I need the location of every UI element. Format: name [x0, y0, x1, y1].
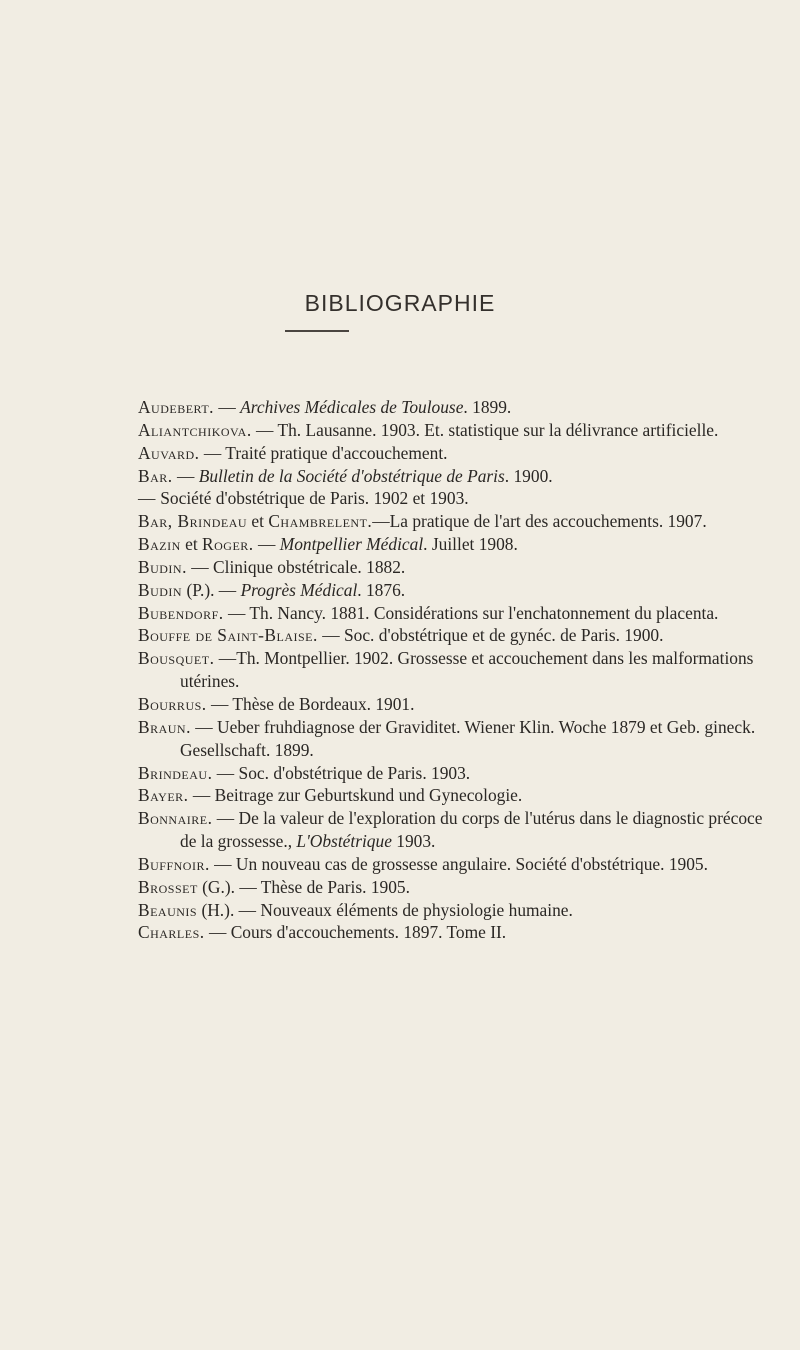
bibliography-entry [138, 556, 778, 579]
entry-work-title: Montpellier Médical [279, 534, 424, 555]
entry-work-title: Archives Médicales de Toulouse [240, 397, 464, 417]
bibliography-entry [138, 899, 778, 922]
entry-author: Bayer. [138, 785, 189, 806]
entry-author: Budin [138, 579, 183, 600]
entry-text: — Ueber fruhdiagnose der Graviditet. Wiener Klin. Woche 1879 et Geb. gineck. Gesellschaft. 1899. [180, 716, 756, 760]
entry-text: (P.). — [182, 579, 241, 600]
bibliography-entry [138, 784, 778, 807]
entry-work-title: Progrès Médical [240, 579, 358, 600]
entry-author: Bazin [138, 534, 181, 555]
entry-author: Beaunis [138, 899, 198, 920]
bibliography-entry [138, 921, 778, 944]
entry-text: . 1899. [463, 397, 512, 417]
entry-author: Aliantchikova. [138, 419, 252, 440]
entry-author: Budin. [138, 556, 187, 577]
entry-text: —Th. Montpellier. 1902. Grossesse et accouchement dans les malformations utérines. [180, 648, 754, 692]
bibliography-entry [138, 647, 778, 693]
bibliography-entry [138, 487, 778, 510]
entry-text: (H.). — Nouveaux éléments de physiologie humaine. [197, 899, 573, 920]
bibliography-entry [138, 442, 778, 465]
entry-text: — Soc. d'obstétrique de Paris. 1903. [212, 762, 471, 783]
bibliography-entry [138, 579, 778, 602]
entry-text: — [172, 465, 199, 486]
bibliography-entry [138, 693, 778, 716]
entry-work-title: Bulletin de la Société d'obstétrique de Paris [198, 465, 505, 486]
title-rule [285, 330, 349, 332]
entry-text: — Traité pratique d'accouchement. [199, 442, 448, 463]
entry-text: et [247, 511, 269, 532]
entry-author: Bar, Brindeau [138, 511, 248, 532]
entry-author: Auvard. [138, 442, 200, 463]
bibliography-entry [138, 876, 778, 899]
bibliography-entry [138, 853, 778, 876]
entry-text: —La pratique de l'art des accouchements. 1907. [372, 511, 707, 532]
entry-author: Buffnoir. [138, 853, 210, 874]
entry-author: Chambrelent. [268, 511, 373, 532]
entry-text: — Cours d'accouchements. 1897. Tome II. [204, 922, 507, 943]
entry-author: Bourrus. [138, 693, 207, 714]
entry-text: Société d'obstétrique de Paris. 1902 et 1903. [155, 488, 469, 509]
bibliography-entry [138, 510, 778, 533]
bibliography-entry [138, 533, 778, 556]
entry-text: — De la valeur de l'exploration du corps de l'utérus dans le diagnostic précoce de la grossesse., [180, 808, 763, 852]
entry-text: — Beitrage zur Geburtskund und Gynecologie. [188, 785, 523, 806]
entry-text: — [253, 534, 280, 555]
entry-author: Bousquet. [138, 648, 215, 669]
bibliography-entry [138, 624, 778, 647]
bibliography-entry [138, 465, 778, 488]
entry-author: Roger. [202, 534, 254, 555]
entry-author: — [138, 488, 156, 509]
entry-text: — Un nouveau cas de grossesse angulaire. Société d'obstétrique. 1905. [209, 853, 708, 874]
entry-text: — Clinique obstétricale. 1882. [186, 556, 406, 577]
entry-text: — [214, 397, 241, 417]
entry-text: — Th. Lausanne. 1903. Et. statistique sur la délivrance artificielle. [251, 419, 719, 440]
bibliography-entry [138, 807, 778, 853]
bibliography-entry [138, 419, 778, 442]
entry-text: . 1900. [504, 465, 553, 486]
entry-text: — Th. Nancy. 1881. Considérations sur l'enchatonnement du placenta. [223, 602, 719, 623]
entry-text: et [180, 534, 203, 555]
entry-author: Bonnaire. [138, 808, 213, 829]
entry-text: . 1876. [357, 579, 406, 600]
entry-author: Brosset [138, 876, 198, 897]
entry-work-title: L'Obstétrique [296, 831, 392, 852]
entry-text: — Thèse de Bordeaux. 1901. [206, 693, 415, 714]
entry-author: Audebert. [138, 397, 215, 417]
entry-author: Brindeau. [138, 762, 213, 783]
bibliography-entry [138, 716, 778, 762]
entry-text: 1903. [391, 831, 436, 852]
bibliography-entry [138, 762, 778, 785]
entry-text: (G.). — Thèse de Paris. 1905. [197, 876, 410, 897]
bibliography-entry [138, 602, 778, 625]
entry-author: Charles. [138, 922, 205, 943]
entry-text: — Soc. d'obstétrique et de gynéc. de Paris. 1900. [317, 625, 664, 646]
bibliography-list [138, 396, 778, 944]
page-title: BIBLIOGRAPHIE [304, 290, 496, 316]
entry-author: Bouffe de Saint-Blaise. [138, 625, 318, 646]
bibliography-entry [138, 396, 778, 419]
entry-author: Bar. [138, 465, 173, 486]
entry-author: Braun. [138, 716, 191, 737]
entry-text: . Juillet 1908. [423, 534, 518, 555]
entry-author: Bubendorf. [138, 602, 224, 623]
